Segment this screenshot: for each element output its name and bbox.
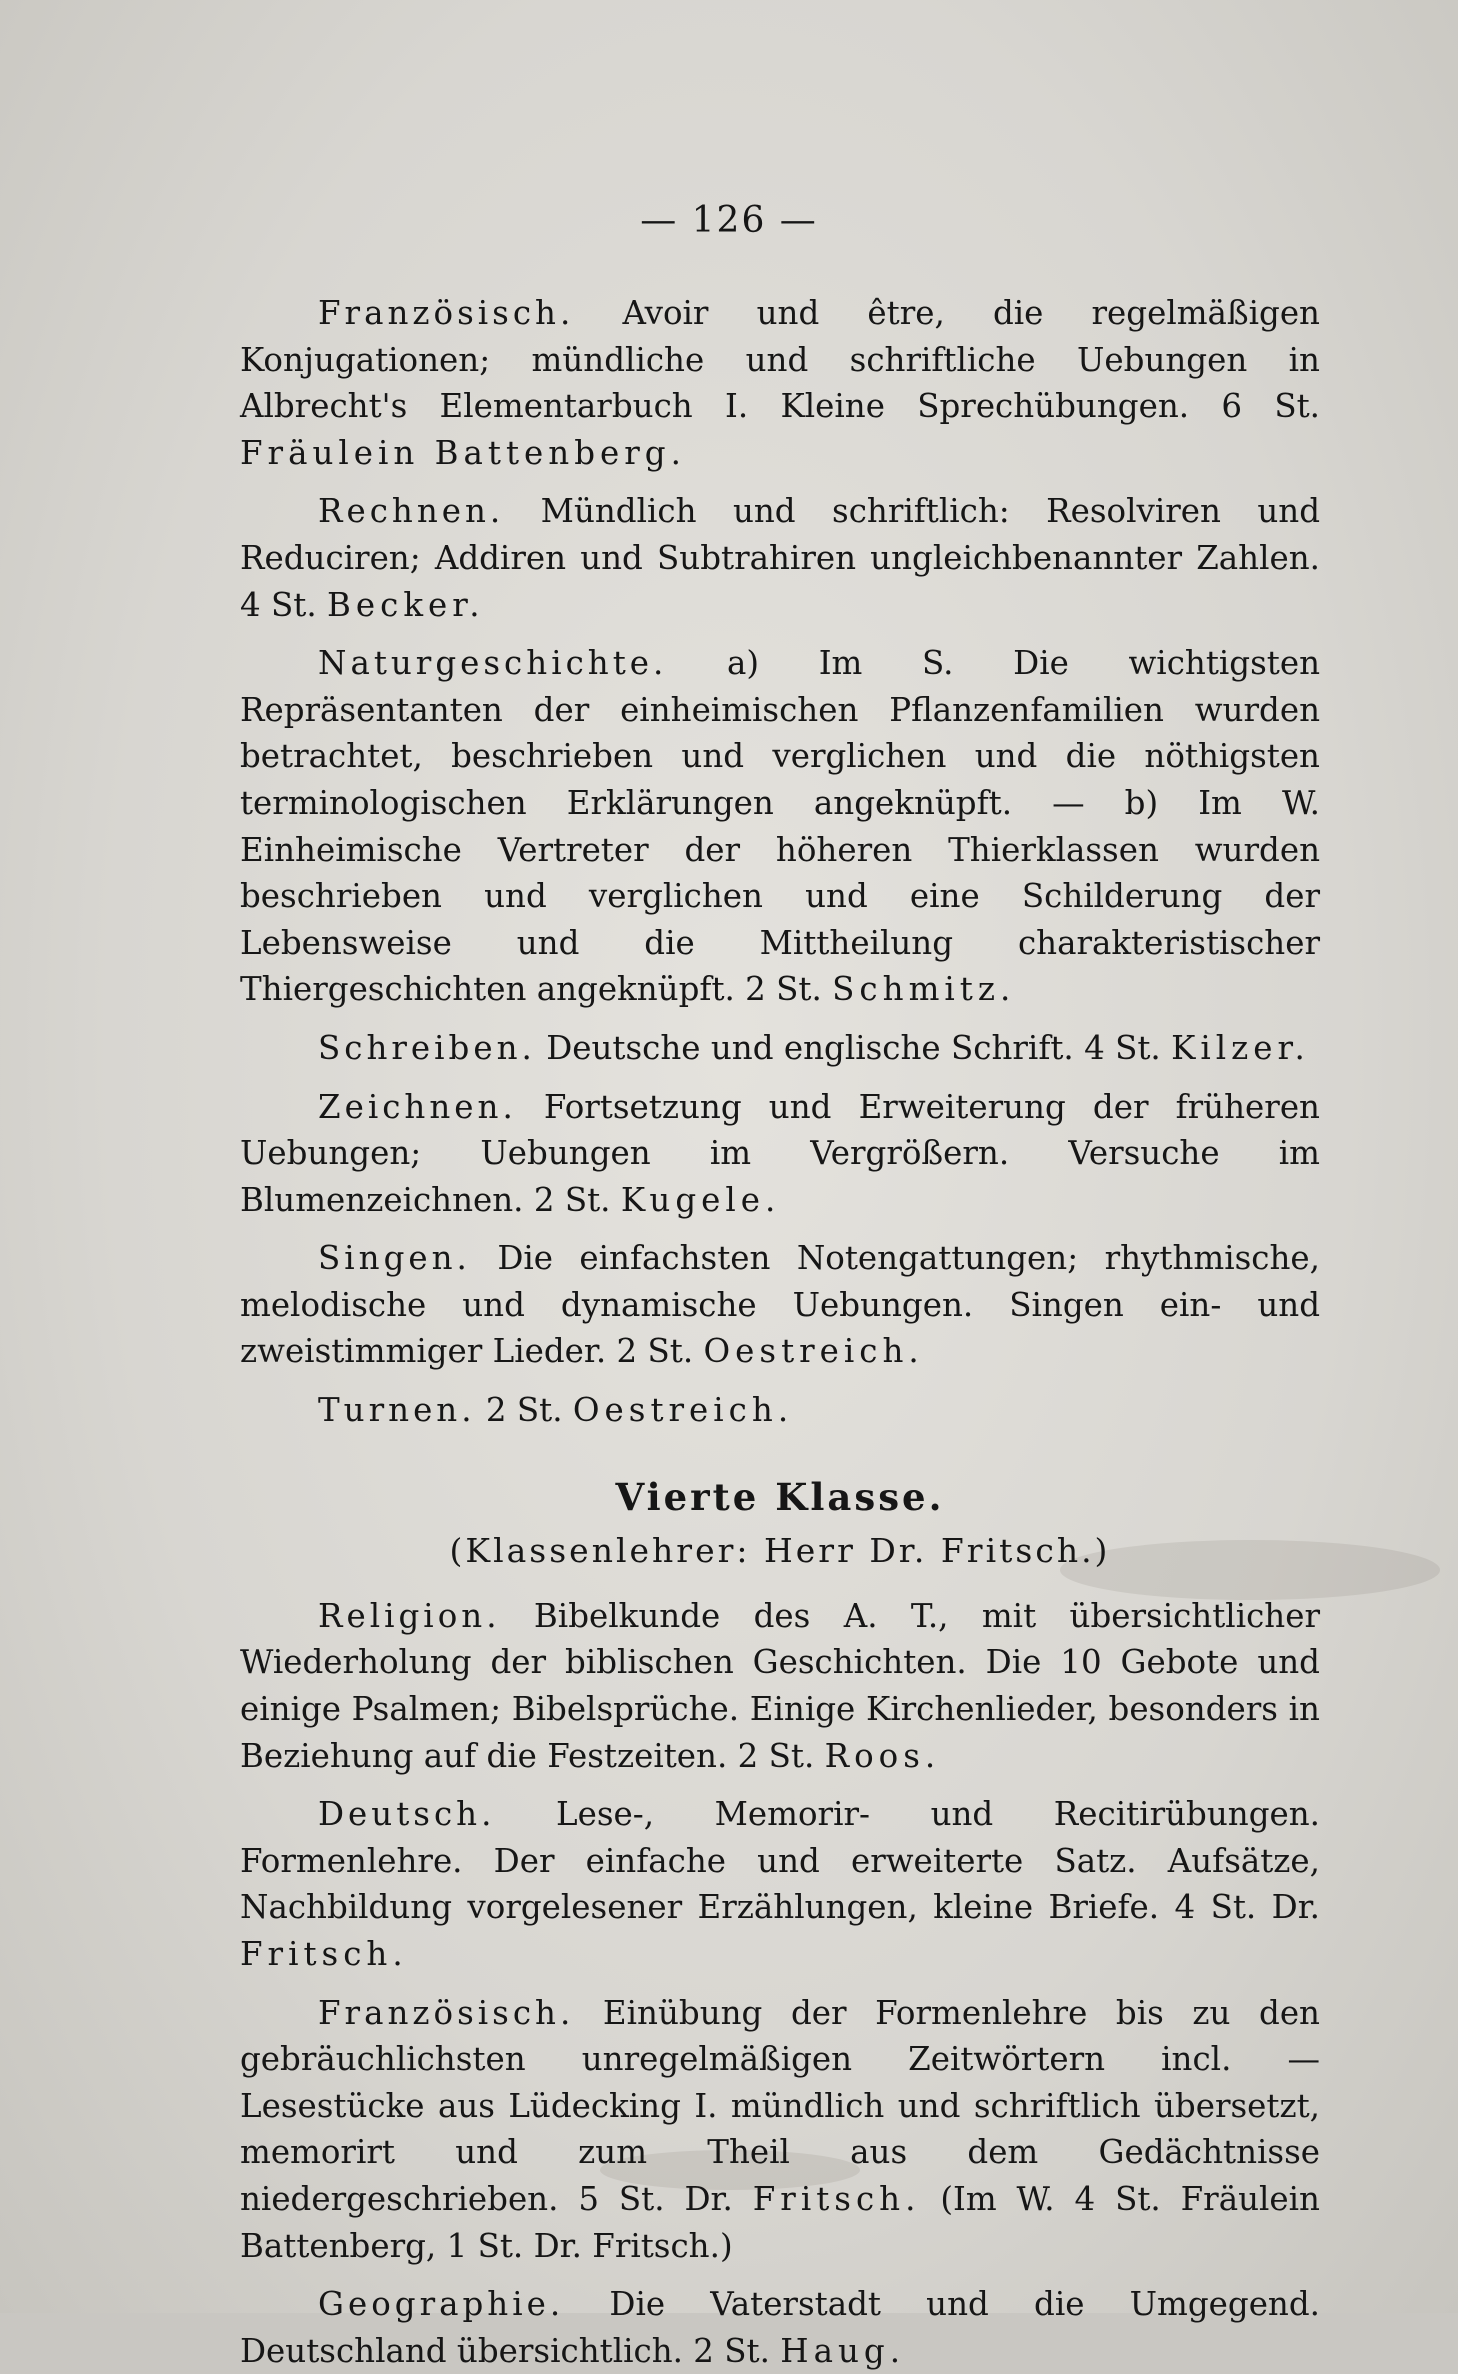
subject-description: Avoir und être, die regelmäßigen Konjugationen; mündliche und schriftliche Uebungen in Albrecht's Elementarbuch I. Kleine Sprechübungen. 6 St. — [240, 294, 1320, 426]
subject-heading: Naturgeschichte. — [318, 644, 668, 683]
subject-paragraph-franz1 — [240, 290, 1320, 476]
page-number: — 126 — — [640, 200, 818, 241]
teacher-name: Oestreich. — [703, 1332, 924, 1371]
subject-heading: Religion. — [318, 1596, 501, 1635]
subject-heading: Schreiben. — [318, 1028, 536, 1067]
subject-description: Mündlich und schriftlich: Resolviren und Reduciren; Addiren und Subtrahiren ungleichbenannter Zahlen. 4 St. — [240, 492, 1320, 624]
teacher-name: Roos. — [824, 1736, 941, 1775]
subject-heading: Zeichnen. — [318, 1087, 517, 1126]
teacher-name: Fräulein Battenberg. — [240, 433, 686, 472]
subject-paragraph-zeichnen — [240, 1084, 1320, 1224]
teacher-name: Fritsch. — [752, 2179, 921, 2218]
subject-description: Einübung der Formenlehre bis zu den gebräuchlichsten unregelmäßigen Zeitwörtern incl. — Lesestücke aus Lüdecking I. mündlich und schriftlich übersetzt, memorirt und zum Theil aus dem Gedächtnisse niedergeschrieben. 5 St. Dr. — [240, 1993, 1320, 2218]
subject-paragraph-deutsch — [240, 1791, 1320, 1977]
teacher-name: Fritsch. — [240, 1935, 408, 1973]
section-subtitle: (Klassenlehrer: Herr Dr. Fritsch.) — [449, 1531, 1111, 1571]
subject-heading: Rechnen. — [318, 492, 505, 531]
subject-heading: Französisch. — [318, 1993, 575, 2032]
subject-description: Fortsetzung und Erweiterung der früheren Uebungen; Uebungen im Vergrößern. Versuche im Blumenzeichnen. 2 St. — [240, 1087, 1320, 1219]
subject-heading: Geographie. — [318, 2285, 565, 2324]
subject-description: 2 St. — [475, 1391, 573, 1430]
subject-paragraph-rechnen — [240, 488, 1320, 628]
subject-heading: Französisch. — [318, 294, 575, 332]
subject-paragraph-singen — [240, 1235, 1320, 1375]
teacher-name: Schmitz. — [832, 970, 1016, 1009]
subject-heading: Deutsch. — [318, 1795, 496, 1834]
subject-description: a) Im S. Die wichtigsten Repräsentanten der einheimischen Pflanzenfamilien wurden betrachtet, beschrieben und verglichen und die nöthigsten terminologischen Erklärungen angeknüpft. — b) Im W. Einheimische Vertreter der höheren Thierklassen wurden beschrieben und verglichen und eine Schilderung der Lebensweise und die Mittheilung charakteristischer Thiergeschichten angeknüpft. 2 St. — [240, 644, 1320, 1009]
page-text — [240, 290, 1320, 2374]
subject-description: Lese-, Memorir- und Recitirübungen. Formenlehre. Der einfache und erweiterte Satz. Aufsätze, Nachbildung vorgelesener Erzählungen, kleine Briefe. 4 St. Dr. — [240, 1795, 1320, 1927]
subject-heading: Singen. — [318, 1239, 471, 1278]
teacher-name: Becker. — [327, 585, 485, 624]
teacher-name: Kilzer. — [1171, 1028, 1310, 1067]
subject-description: Bibelkunde des A. T., mit übersichtlicher Wiederholung der biblischen Geschichten. Die 10 Gebote und einige Psalmen; Bibelsprüche. Einige Kirchenlieder, besonders in Beziehung auf die Festzeiten. 2 St. — [240, 1596, 1320, 1775]
teacher-name: Haug. — [780, 2331, 906, 2370]
subject-paragraph-schreiben — [240, 1025, 1320, 1072]
subject-paragraph-natur — [240, 640, 1320, 1013]
section-title: Vierte Klasse. — [615, 1474, 945, 1519]
subject-paragraph-religion — [240, 1593, 1320, 1779]
paragraphs-before — [240, 290, 1320, 1434]
subject-note: (Im W. 4 St. Fräulein Battenberg, 1 St. Dr. Fritsch.) — [240, 2179, 1320, 2265]
teacher-name: Oestreich. — [572, 1391, 794, 1430]
paragraphs-after — [240, 1593, 1320, 2374]
subject-description: Deutsche und englische Schrift. 4 St. — [535, 1028, 1172, 1067]
subject-heading: Turnen. — [318, 1391, 476, 1430]
subject-description: Die einfachsten Notengattungen; rhythmische, melodische und dynamische Uebungen. Singen ein- und zweistimmiger Lieder. 2 St. — [240, 1239, 1320, 1371]
subject-paragraph-turnen — [240, 1387, 1320, 1434]
subject-description: Die Vaterstadt und die Umgegend. Deutschland übersichtlich. 2 St. — [240, 2285, 1320, 2370]
subject-paragraph-geographie — [240, 2281, 1320, 2374]
subject-paragraph-franz2 — [240, 1990, 1320, 2270]
teacher-name: Kugele. — [620, 1180, 781, 1219]
